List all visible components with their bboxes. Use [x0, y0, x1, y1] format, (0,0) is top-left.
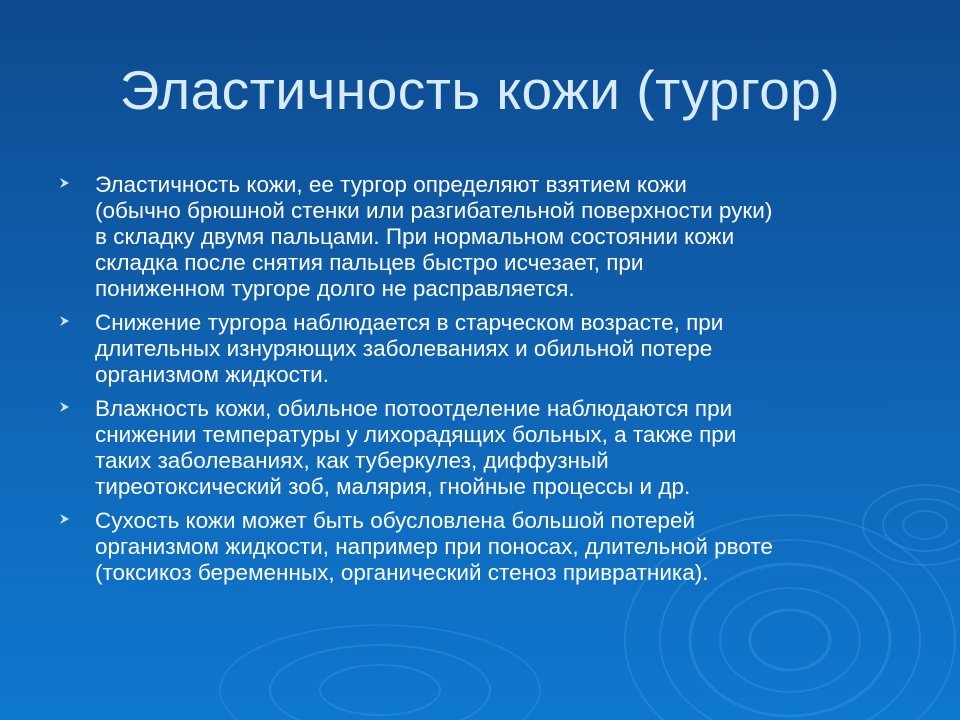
chevron-arrow-icon	[58, 176, 72, 190]
list-item	[58, 172, 908, 302]
bullet-text: Снижение тургора наблюдается в старческом возрасте, при длительных изнуряющих заболеваниях и обильной потере организмом жидкости.	[95, 310, 724, 387]
chevron-arrow-icon	[58, 512, 72, 526]
list-item	[58, 396, 908, 500]
bullet-text: Сухость кожи может быть обусловлена большой потерей организмом жидкости, например при поносах, длительной рвоте (токсикоз беременных, органический стеноз привратника).	[95, 508, 773, 585]
chevron-arrow-icon	[58, 400, 72, 414]
bullet-text: Влажность кожи, обильное потоотделение наблюдаются при снижении температуры у лихорадящих больных, а также при таких заболеваниях, как туберкулез, диффузный тиреотоксический зоб, малярия, гнойные процессы и др.	[95, 396, 737, 499]
bullet-list	[58, 172, 908, 594]
list-item	[58, 508, 908, 586]
slide-title: Эластичность кожи (тургор)	[119, 59, 841, 121]
bullet-text: Эластичность кожи, ее тургор определяют взятием кожи (обычно брюшной стенки или разгибательной поверхности руки) в складку двумя пальцами. При нормальном состоянии кожи складка после снятия пальцев быстро исчезает, при пониженном тургоре долго не расправляется.	[95, 172, 773, 301]
list-item	[58, 310, 908, 388]
chevron-arrow-icon	[58, 314, 72, 328]
